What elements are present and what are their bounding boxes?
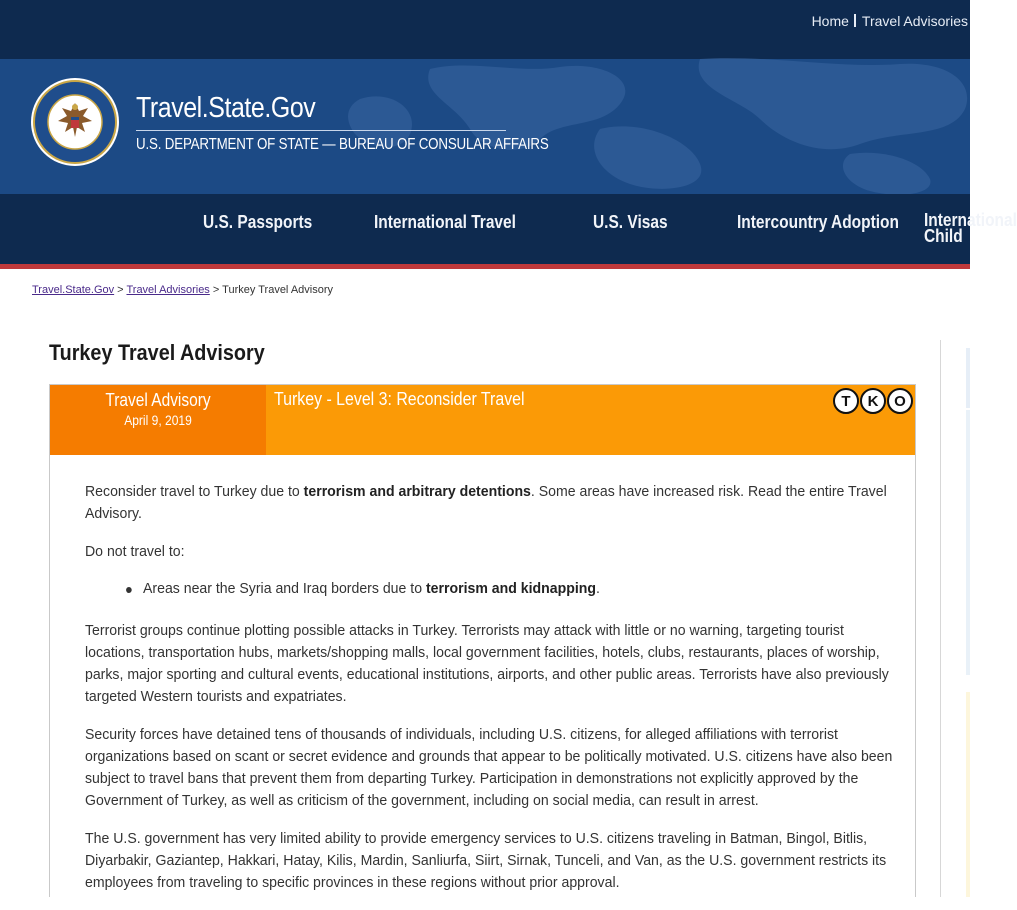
breadcrumb-separator: > <box>209 284 223 296</box>
top-utility-bar <box>0 0 970 59</box>
list-item-text: . <box>595 580 600 597</box>
sidebar-divider <box>940 340 941 897</box>
home-link[interactable]: Home <box>811 13 849 29</box>
do-not-travel-heading: Do not travel to: <box>85 543 185 560</box>
other-indicator-icon[interactable]: O <box>887 388 913 414</box>
advisory-date-cell <box>50 385 266 455</box>
intro-text: Reconsider travel to Turkey due to <box>85 483 304 500</box>
advisory-header <box>50 385 915 455</box>
emergency-services-paragraph: The U.S. government has very limited ability to provide emergency services to U.S. citizens traveling in Batman, Bingol, Bitlis, Diyarbakir, Gaziantep, Hakkari, Hatay, Kilis, Mardin, Sanliurfa, Siirt, Sirnak, Tunceli, and Van, as the U.S. government restricts its employees from traveling to specific provinces in these regions without prior approval. <box>85 830 887 891</box>
advisory-label: Travel Advisory <box>105 390 211 410</box>
nav-international-child[interactable]: International Child <box>924 210 1017 246</box>
breadcrumb-current: Turkey Travel Advisory <box>222 284 334 296</box>
site-banner <box>0 59 970 194</box>
list-item-emphasis: terrorism and kidnapping <box>425 580 596 597</box>
advisory-level: Turkey - Level 3: Reconsider Travel <box>274 388 525 409</box>
advisory-date: April 9, 2019 <box>124 412 192 428</box>
intro-text: . Some areas have increased risk. Read the entire Travel Advisory. <box>85 483 887 522</box>
page-title: Turkey Travel Advisory <box>49 340 265 365</box>
site-subtitle: U.S. DEPARTMENT OF STATE — BUREAU OF CONSULAR AFFAIRS <box>136 136 549 153</box>
link-divider <box>854 14 856 27</box>
site-title[interactable]: Travel.State.Gov <box>136 92 316 124</box>
kidnapping-indicator-icon[interactable]: K <box>860 388 886 414</box>
list-item <box>143 578 850 600</box>
utility-links <box>812 13 968 29</box>
terrorism-indicator-icon[interactable]: T <box>833 388 859 414</box>
sidebar-panel <box>966 348 970 408</box>
title-divider <box>136 130 506 131</box>
nav-accent-line <box>0 264 970 269</box>
do-not-travel-list <box>143 578 895 600</box>
department-seal-logo <box>30 77 120 167</box>
nav-intercountry-adoption[interactable]: Intercountry Adoption <box>737 212 899 232</box>
intro-emphasis: terrorism and arbitrary detentions <box>303 483 531 500</box>
breadcrumb-separator: > <box>114 284 127 296</box>
advisory-intro <box>85 481 893 525</box>
nav-international-travel[interactable]: International Travel <box>374 212 516 232</box>
nav-passports[interactable]: U.S. Passports <box>203 212 313 232</box>
breadcrumb <box>32 284 333 296</box>
security-paragraph: Security forces have detained tens of thousands of individuals, including U.S. citizens, for alleged affiliations with terrorist organizations based on scant or secret evidence and grounds that appear to be politically motivated. U.S. citizens have also been subject to travel bans that prevent them from departing Turkey. Participation in demonstrations not explicitly approved by the Government of Turkey, as well as criticism of the government, including on social media, can result in arrest. <box>85 726 893 809</box>
main-navigation <box>0 194 1017 264</box>
nav-visas[interactable]: U.S. Visas <box>593 212 668 232</box>
terrorism-paragraph: Terrorist groups continue plotting possible attacks in Turkey. Terrorists may attack with little or no warning, targeting tourist locations, transportation hubs, markets/shopping malls, local government facilities, hotels, clubs, restaurants, places of worship, parks, major sporting and cultural events, educational institutions, airports, and other public areas. Terrorists have also previously targeted Western tourists and expatriates. <box>85 622 889 705</box>
breadcrumb-home-link[interactable]: Travel.State.Gov <box>32 284 115 296</box>
breadcrumb-advisories-link[interactable]: Travel Advisories <box>126 284 210 296</box>
sidebar-panel <box>966 692 970 897</box>
world-map-background <box>0 59 970 194</box>
list-item-text: Areas near the Syria and Iraq borders due to <box>143 580 426 597</box>
travel-advisories-link[interactable]: Travel Advisories <box>861 13 968 29</box>
risk-indicators <box>833 388 913 414</box>
sidebar-panel <box>966 410 970 675</box>
advisory-body <box>85 481 895 910</box>
advisory-panel <box>49 384 916 897</box>
